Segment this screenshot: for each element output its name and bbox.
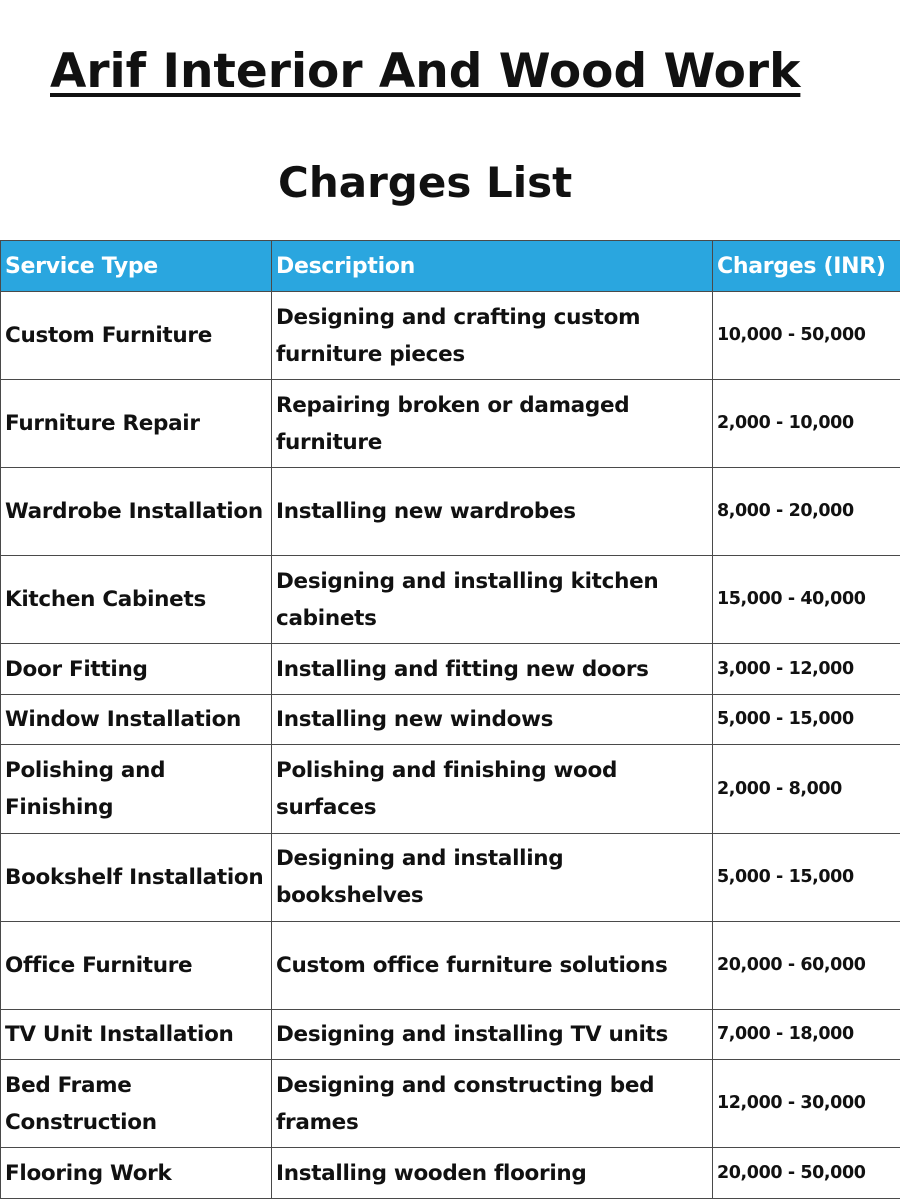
description-cell: Installing new windows: [272, 694, 713, 745]
description-cell: Custom office furniture solutions: [272, 921, 713, 1009]
description-cell: Designing and crafting custom furniture pieces: [272, 292, 713, 380]
table-row: [1, 1060, 900, 1148]
description-cell: Designing and constructing bed frames: [272, 1060, 713, 1148]
page-title: Arif Interior And Wood Work: [50, 44, 801, 99]
column-header-service-type: Service Type: [1, 241, 272, 292]
charges-cell: 8,000 - 20,000: [713, 468, 900, 556]
charges-cell: 10,000 - 50,000: [713, 292, 900, 380]
description-cell: Installing new wardrobes: [272, 468, 713, 556]
service-cell: Door Fitting: [1, 644, 272, 695]
service-cell: Bookshelf Installation: [1, 833, 272, 921]
table-row: [1, 833, 900, 921]
table-row: [1, 292, 900, 380]
description-cell: Installing and fitting new doors: [272, 644, 713, 695]
service-cell: TV Unit Installation: [1, 1009, 272, 1060]
column-header-charges: Charges (INR): [713, 241, 900, 292]
charges-cell: 5,000 - 15,000: [713, 833, 900, 921]
service-cell: Wardrobe Installation: [1, 468, 272, 556]
table-row: [1, 468, 900, 556]
service-cell: Furniture Repair: [1, 380, 272, 468]
service-cell: Office Furniture: [1, 921, 272, 1009]
description-cell: Polishing and finishing wood surfaces: [272, 745, 713, 833]
table-row: [1, 694, 900, 745]
table-row: [1, 380, 900, 468]
table-row: [1, 745, 900, 833]
description-cell: Installing wooden flooring: [272, 1148, 713, 1199]
table-row: [1, 644, 900, 695]
service-cell: Polishing and Finishing: [1, 745, 272, 833]
column-header-description: Description: [272, 241, 713, 292]
service-cell: Kitchen Cabinets: [1, 556, 272, 644]
service-cell: Flooring Work: [1, 1148, 272, 1199]
charges-cell: 12,000 - 30,000: [713, 1060, 900, 1148]
table-row: [1, 556, 900, 644]
charges-cell: 20,000 - 50,000: [713, 1148, 900, 1199]
table-row: [1, 921, 900, 1009]
charges-cell: 15,000 - 40,000: [713, 556, 900, 644]
description-cell: Designing and installing kitchen cabinets: [272, 556, 713, 644]
service-cell: Custom Furniture: [1, 292, 272, 380]
table-row: [1, 1009, 900, 1060]
charges-cell: 5,000 - 15,000: [713, 694, 900, 745]
description-cell: Designing and installing TV units: [272, 1009, 713, 1060]
charges-cell: 2,000 - 10,000: [713, 380, 900, 468]
charges-table: [0, 240, 900, 1199]
charges-cell: 20,000 - 60,000: [713, 921, 900, 1009]
charges-cell: 3,000 - 12,000: [713, 644, 900, 695]
table-header-row: [1, 241, 900, 292]
service-cell: Window Installation: [1, 694, 272, 745]
page-subtitle: Charges List: [278, 158, 573, 207]
charges-cell: 2,000 - 8,000: [713, 745, 900, 833]
charges-cell: 7,000 - 18,000: [713, 1009, 900, 1060]
table-row: [1, 1148, 900, 1199]
description-cell: Designing and installing bookshelves: [272, 833, 713, 921]
description-cell: Repairing broken or damaged furniture: [272, 380, 713, 468]
service-cell: Bed Frame Construction: [1, 1060, 272, 1148]
